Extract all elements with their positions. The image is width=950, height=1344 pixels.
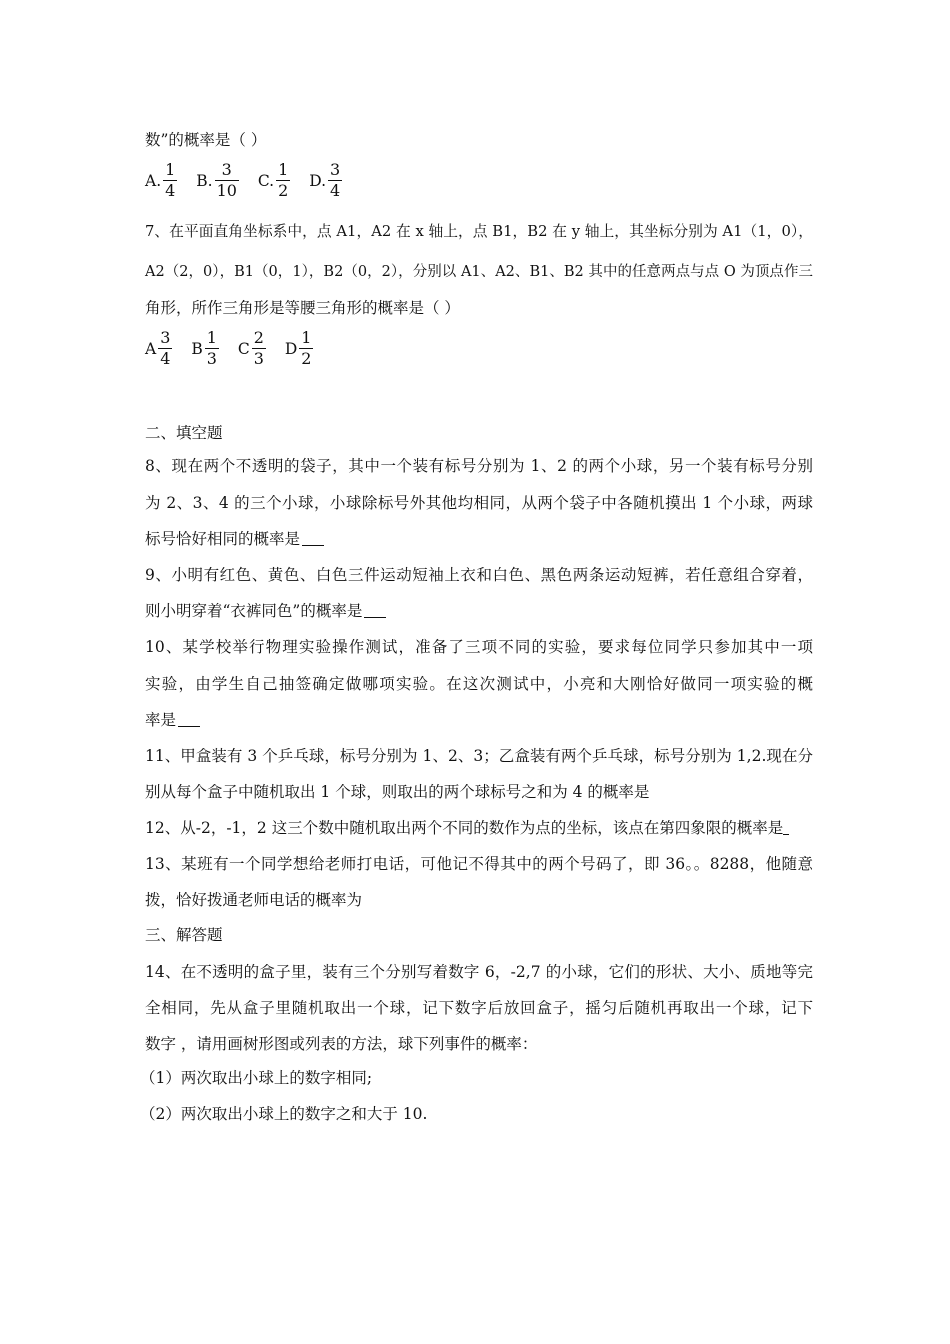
q7-option-a: A $\frac{3}{4}$	[145, 328, 171, 368]
fraction: $\frac{1}{3}$	[206, 328, 217, 368]
q9-line-1: 9、小明有红色、黄色、白色三件运动短袖上衣和白色、黑色两条运动短裤，若任意组合穿着，	[145, 566, 813, 584]
q7-option-d: D $\frac{1}{2}$	[284, 328, 312, 368]
q6-option-d: D. $\frac{3}{4}$	[309, 160, 341, 200]
q14-line-1: 14、在不透明的盒子里，装有三个分别写着数字 6，-2,7 的小球，它们的形状、大小、质地等完	[145, 963, 813, 981]
q6-option-a: A. $\frac{1}{4}$	[145, 160, 176, 200]
q7-line-1: 7、在平面直角坐标系中，点 A1，A2 在 x 轴上，点 B1，B2 在 y 轴上，其坐标分别为 A1（1，0），	[145, 223, 813, 240]
q9-line-2: 则小明穿着“衣裤同色”的概率是	[145, 601, 813, 621]
fraction: $\frac{1}{2}$	[301, 328, 312, 368]
answer-blank	[178, 712, 200, 727]
q8-line-3: 标号恰好相同的概率是	[145, 529, 813, 549]
answer-blank	[364, 603, 386, 618]
q6-tail: 数”的概率是（ ）	[145, 131, 267, 149]
q12-line-1: 12、从-2，-1，2 这三个数中随机取出两个不同的数作为点的坐标，该点在第四象限的概率是	[145, 818, 813, 838]
q13-line-1: 13、某班有一个同学想给老师打电话，可他记不得其中的两个号码了，即 36。。8288，他随意	[145, 855, 813, 873]
q14-sub-1: （1）两次取出小球上的数字相同;	[140, 1069, 373, 1087]
fraction: $\frac{3}{4}$	[160, 328, 171, 368]
q6-options	[145, 160, 356, 204]
q7-option-c: C $\frac{2}{3}$	[237, 328, 264, 368]
answer-blank	[302, 531, 324, 546]
q7-line-2: A2（2，0），B1（0，1），B2（0，2），分别以 A1、A2、B1、B2 其中的任意两点与点 O 为顶点作三	[145, 264, 813, 280]
fraction: $\frac{3}{10}$	[216, 160, 237, 200]
q13-line-2: 拨，恰好拨通老师电话的概率为	[145, 891, 363, 909]
answer-blank	[783, 820, 789, 835]
q11-line-2: 别从每个盒子中随机取出 1 个球，则取出的两个球标号之和为 4 的概率是	[145, 783, 650, 801]
q14-line-3: 数字 ，请用画树形图或列表的方法，球下列事件的概率：	[145, 1035, 538, 1053]
q7-options	[145, 328, 327, 372]
section-heading-answer: 三、解答题	[145, 926, 223, 944]
q10-line-3: 率是	[145, 710, 813, 730]
q6-option-c: C. $\frac{1}{2}$	[257, 160, 289, 200]
q14-line-2: 全相同，先从盒子里随机取出一个球，记下数字后放回盒子，摇匀后随机再取出一个球，记下	[145, 999, 813, 1017]
fraction: $\frac{3}{4}$	[330, 160, 341, 200]
q8-line-1: 8、现在两个不透明的袋子，其中一个装有标号分别为 1、2 的两个小球，另一个装有标号分别	[145, 457, 813, 475]
fraction: $\frac{1}{2}$	[278, 160, 289, 200]
q6-option-b: B. $\frac{3}{10}$	[196, 160, 237, 200]
q11-line-1: 11、甲盒装有 3 个乒乓球，标号分别为 1、2、3；乙盒装有两个乒乓球，标号分别为 1,2.现在分	[145, 747, 813, 765]
q7-line-3: 角形，所作三角形是等腰三角形的概率是（ ）	[145, 299, 460, 317]
fraction: $\frac{1}{4}$	[165, 160, 176, 200]
q7-option-b: B $\frac{1}{3}$	[191, 328, 217, 368]
q8-line-2: 为 2、3、4 的三个小球，小球除标号外其他均相同，从两个袋子中各随机摸出 1 个小球，两球	[145, 494, 813, 512]
q10-line-1: 10、某学校举行物理实验操作测试，准备了三项不同的实验，要求每位同学只参加其中一项	[145, 638, 813, 656]
q14-sub-2: （2）两次取出小球上的数字之和大于 10.	[140, 1105, 428, 1123]
q10-line-2: 实验，由学生自己抽签确定做哪项实验。在这次测试中，小亮和大刚恰好做同一项实验的概	[145, 675, 813, 693]
section-heading-fill-in: 二、填空题	[145, 424, 223, 442]
fraction: $\frac{2}{3}$	[253, 328, 264, 368]
